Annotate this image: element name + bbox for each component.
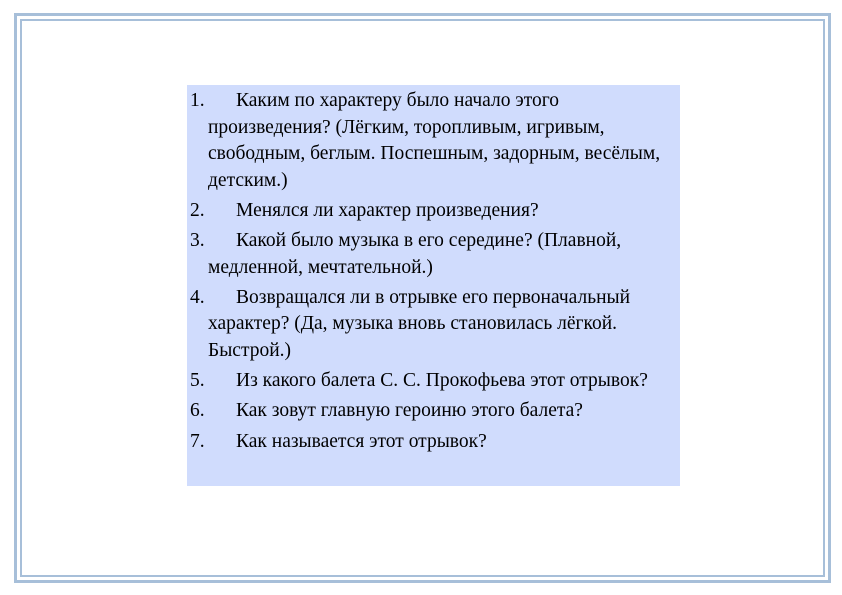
question-item-1: [190, 88, 674, 194]
question-text: Из какого балета С. С. Прокофьева этот отрывок?: [236, 370, 648, 392]
question-text: Как называется этот отрывок?: [236, 430, 487, 452]
question-item-3: [190, 228, 674, 281]
question-item-2: [190, 198, 674, 225]
question-text: Какой было музыка в его середине? (Плавной, медленной, мечтательной.): [208, 230, 622, 278]
question-item-5: [190, 368, 674, 395]
question-number: 6.: [190, 400, 205, 422]
question-list: [190, 88, 674, 455]
question-text: Возвращался ли в отрывке его первоначальный характер? (Да, музыка вновь становилась лёгкой. Быстрой.): [208, 286, 631, 361]
question-item-6: [190, 398, 674, 425]
question-text: Менялся ли характер произведения?: [236, 199, 539, 221]
question-item-4: [190, 285, 674, 365]
question-number: 3.: [190, 230, 205, 252]
question-list-box: [187, 85, 680, 486]
question-number: 2.: [190, 199, 205, 221]
question-item-7: [190, 429, 674, 456]
question-number: 7.: [190, 430, 205, 452]
question-number: 4.: [190, 286, 205, 308]
question-text: Каким по характеру было начало этого произведения? (Лёгким, торопливым, игривым, свободным, беглым. Поспешным, задорным, весёлым, детским.): [208, 90, 661, 191]
question-text: Как зовут главную героиню этого балета?: [236, 400, 583, 422]
question-number: 1.: [190, 90, 205, 111]
question-number: 5.: [190, 370, 205, 392]
